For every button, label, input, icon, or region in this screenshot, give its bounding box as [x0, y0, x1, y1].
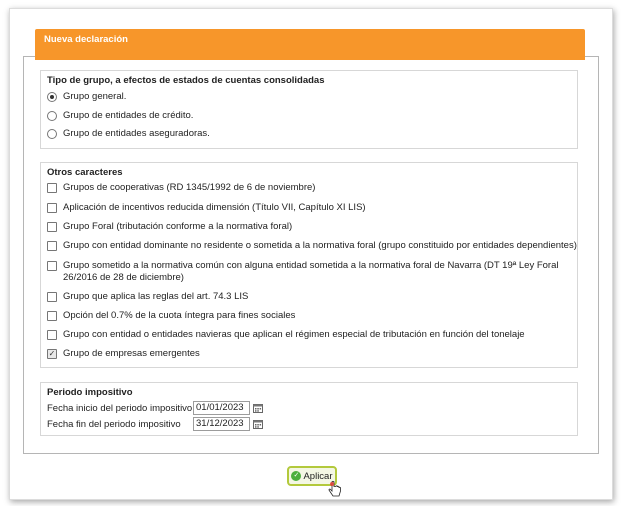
calendar-icon[interactable]	[253, 403, 263, 413]
checkbox-label: Grupo con entidad dominante no residente o sometida a la normativa foral (grupo constituido por entidades dependientes)	[63, 240, 577, 251]
checkbox-label: Grupo Foral (tributación conforme a la normativa foral)	[63, 221, 293, 232]
otros-caracteres-legend: Otros caracteres	[47, 167, 123, 178]
checkbox-label: Grupo de empresas emergentes	[63, 348, 200, 359]
checkbox-label: Grupo sometido a la normativa común con alguna entidad sometida a la normativa foral de Navarra (DT 19ª Ley Foral 26/2016 de 28 de diciembre)	[63, 260, 559, 283]
hand-cursor-icon	[328, 481, 342, 499]
radio-button[interactable]	[47, 129, 57, 139]
tipo-grupo-section	[40, 70, 578, 149]
panel-header	[35, 29, 585, 60]
radio-label: Grupo de entidades aseguradoras.	[63, 128, 210, 139]
fecha-fin-label: Fecha fin del periodo impositivo	[47, 418, 181, 430]
checkbox[interactable]	[47, 222, 57, 232]
radio-grupo-credito[interactable]	[47, 110, 193, 122]
fecha-inicio-row	[47, 401, 263, 415]
checkbox[interactable]	[47, 241, 57, 251]
checkbox-label: Grupo con entidad o entidades navieras que aplican el régimen especial de tributación en función del tonelaje	[63, 329, 525, 340]
checkbox[interactable]: ✓	[48, 349, 56, 358]
otros-caracteres-section	[40, 162, 578, 368]
check-grupo-foral[interactable]	[47, 221, 292, 233]
checkbox-label: Grupos de cooperativas (RD 1345/1992 de 6 de noviembre)	[63, 182, 316, 193]
radio-grupo-aseguradoras[interactable]	[47, 128, 210, 140]
radio-button[interactable]	[47, 92, 57, 102]
calendar-icon[interactable]	[253, 419, 263, 429]
radio-label: Grupo de entidades de crédito.	[63, 110, 194, 121]
checkbox-label: Aplicación de incentivos reducida dimensión (Título VII, Capítulo XI LIS)	[63, 202, 366, 213]
check-opcion-0-7[interactable]	[47, 310, 295, 322]
apply-button-label: Aplicar	[303, 470, 333, 482]
check-navieras[interactable]	[47, 329, 525, 341]
check-empresas-emergentes[interactable]	[47, 348, 200, 360]
checkbox[interactable]	[47, 183, 57, 193]
panel-title: Nueva declaración	[44, 34, 128, 45]
radio-grupo-general[interactable]	[47, 91, 126, 103]
check-cooperativas[interactable]	[47, 182, 315, 194]
checkbox-label: Opción del 0.7% de la cuota íntegra para fines sociales	[63, 310, 296, 321]
check-circle-icon: ✓	[291, 471, 301, 481]
fecha-fin-row	[47, 417, 263, 431]
fecha-inicio-input[interactable]: 01/01/2023	[193, 401, 250, 415]
fecha-inicio-label: Fecha inicio del periodo impositivo	[47, 402, 193, 414]
periodo-legend: Periodo impositivo	[47, 387, 133, 398]
tipo-grupo-legend: Tipo de grupo, a efectos de estados de cuentas consolidadas	[47, 75, 325, 86]
radio-button[interactable]	[47, 111, 57, 121]
check-art-74-3[interactable]	[47, 291, 248, 303]
check-reducida-dimension[interactable]	[47, 202, 366, 214]
checkbox[interactable]	[47, 203, 57, 213]
checkbox[interactable]	[47, 330, 57, 340]
checkbox[interactable]	[47, 261, 57, 271]
checkbox[interactable]	[47, 311, 57, 321]
radio-label: Grupo general.	[63, 91, 127, 102]
checkbox[interactable]	[47, 292, 57, 302]
periodo-section	[40, 382, 578, 436]
check-normativa-navarra[interactable]	[47, 260, 567, 284]
fecha-fin-input[interactable]: 31/12/2023	[193, 417, 250, 431]
check-dominante-no-residente[interactable]	[47, 240, 577, 252]
checkbox-label: Grupo que aplica las reglas del art. 74.3 LIS	[63, 291, 249, 302]
